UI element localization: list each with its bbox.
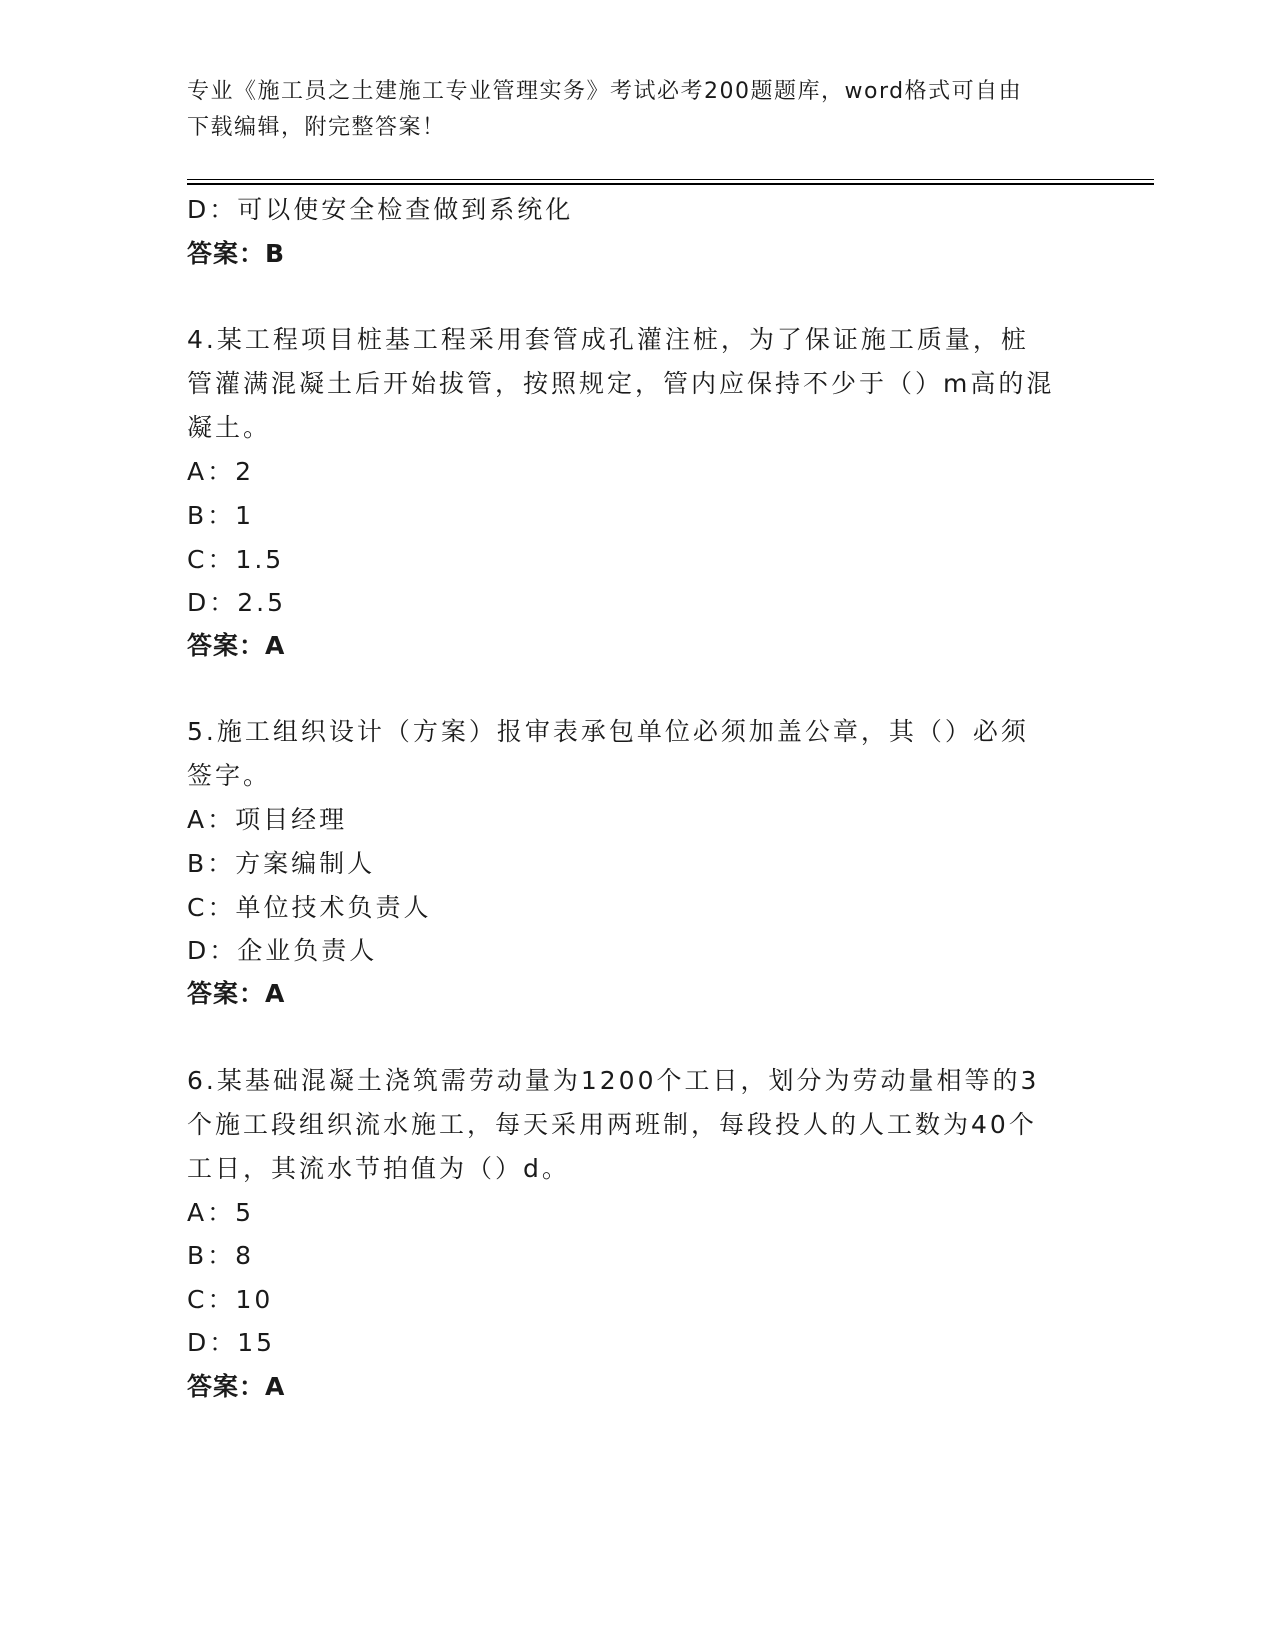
question-5-option-a: A：项目经理 [187, 805, 348, 834]
question-5-option-b: B：方案编制人 [187, 849, 376, 878]
header-title-line-1: 专业《施工员之土建施工专业管理实务》考试必考200题题库，word格式可自由 [187, 79, 1023, 104]
question-6-option-a: A：5 [187, 1198, 255, 1227]
question-6-option-d: D：15 [187, 1328, 276, 1357]
question-4-option-b: B：1 [187, 501, 255, 530]
question-4-option-d: D：2.5 [187, 588, 287, 617]
question-6-option-b: B：8 [187, 1241, 255, 1270]
question-4-stem-line-2: 管灌满混凝土后开始拔管，按照规定，管内应保持不少于（）m高的混 [187, 369, 1055, 398]
question-5-answer: 答案：A [187, 979, 286, 1008]
question-4-option-a: A：2 [187, 457, 255, 486]
prev-option-d: D：可以使安全检查做到系统化 [187, 195, 574, 224]
question-6-stem-line-2: 个施工段组织流水施工，每天采用两班制，每段投人的人工数为40个 [187, 1110, 1037, 1139]
prev-answer: 答案：B [187, 239, 286, 268]
question-5-stem-line-1: 5.施工组织设计（方案）报审表承包单位必须加盖公章，其（）必须 [187, 717, 1029, 746]
header-divider [187, 179, 1154, 185]
question-5-stem-line-2: 签字。 [187, 761, 272, 790]
question-5-option-d: D：企业负责人 [187, 936, 378, 965]
header-title-line-2: 下载编辑，附完整答案！ [187, 115, 446, 140]
question-5-option-c: C：单位技术负责人 [187, 893, 432, 922]
document-header [187, 74, 1087, 146]
question-4-stem-line-3: 凝土。 [187, 413, 272, 442]
question-4-option-c: C：1.5 [187, 545, 285, 574]
question-4-stem-line-1: 4.某工程项目桩基工程采用套管成孔灌注桩，为了保证施工质量，桩 [187, 325, 1029, 354]
question-6-option-c: C：10 [187, 1285, 274, 1314]
question-6-stem-line-3: 工日，其流水节拍值为（）d。 [187, 1154, 570, 1183]
question-6-stem-line-1: 6.某基础混凝土浇筑需劳动量为1200个工日，划分为劳动量相等的3 [187, 1066, 1040, 1095]
question-4-answer: 答案：A [187, 631, 286, 660]
question-6-answer: 答案：A [187, 1372, 286, 1401]
